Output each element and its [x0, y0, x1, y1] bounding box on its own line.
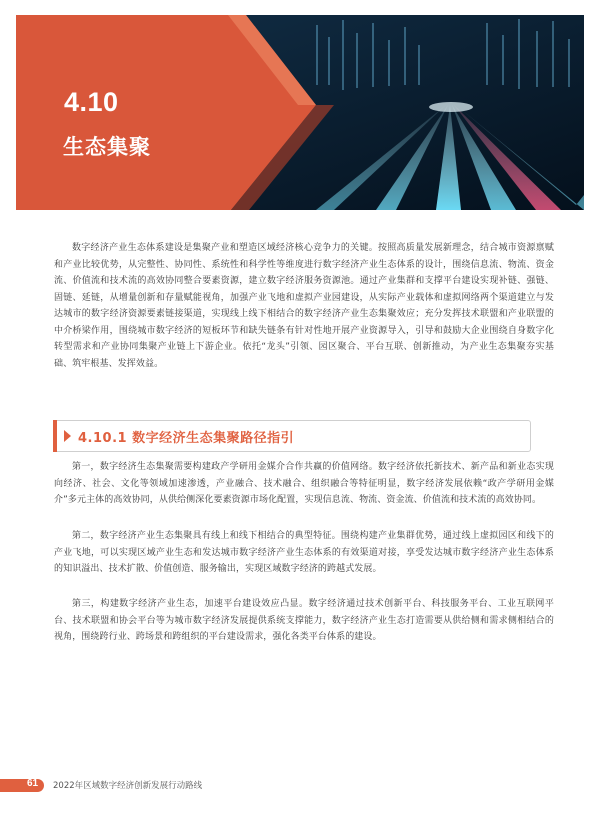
- subsection-title: 4.10.1 数字经济生态集聚路径指引: [78, 431, 295, 446]
- subsection-heading: [53, 420, 531, 452]
- triangle-marker-icon: [64, 430, 71, 442]
- section-number: 4.10: [64, 87, 119, 117]
- heading-accent-bar: [53, 420, 57, 452]
- intro-paragraph: 数字经济产业生态体系建设是集聚产业和塑造区域经济核心竞争力的关键。按照高质量发展新理念，结合城市资源禀赋和产业比较优势，从完整性、协同性、系统性和科学性等维度进行数字经济产业生态体系的设计，围绕信息流、物流、资金流、价值流和技术流的高效协同整合要素资源，建立数字经济服务资源池。通过产业集群和支撑平台建设实现补链、强链、固链、延链，从增量创新和存量赋能视角，加强产业飞地和虚拟产业园建设，从实际产业载体和虚拟网络两个渠道建立与发达城市的数字经济资源要素链接渠道，实现线上线下相结合的数字经济产业生态集聚效应；充分发挥技术联盟和产业联盟的中介桥梁作用，围绕城市数字经济的短板环节和缺失链条有针对性地开展产业资源导入，引导和鼓励大企业围绕自身数字化转型需求和产业协同集聚产业链上下游企业。依托“龙头”引领、园区聚合、平台互联、创新推动，为产业生态集聚夯实基础、筑牢根基、发挥效益。: [54, 243, 554, 369]
- body-paragraph-1: 第一，数字经济生态集聚需要构建政产学研用金媒介合作共赢的价值网络。数字经济依托新技术、新产品和新业态实现向经济、社会、文化等领域加速渗透，产业融合、技术融合、组织融合等特征明显，数字经济发展依赖“政产学研用金媒介”多元主体的高效协同，从供给侧深化要素资源市场化配置，实现信息流、物流、资金流、价值流和技术流的高效协同。: [54, 462, 554, 505]
- body-paragraph-2: 第二，数字经济产业生态集聚具有线上和线下相结合的典型特征。围绕构建产业集群优势，通过线上虚拟园区和线下的产业飞地，可以实现区域产业生态和发达城市数字经济产业生态体系的有效渠道对接，享受发达城市数字经济产业生态体系的知识溢出、技术扩散、价值创造、服务输出，实现区域数字经济的跨越式发展。: [54, 531, 554, 574]
- page-number: 61: [27, 778, 39, 789]
- section-title: 生态集聚: [63, 135, 151, 159]
- body-paragraph-3: 第三，构建数字经济产业生态，加速平台建设效应凸显。数字经济通过技术创新平台、科技服务平台、工业互联网平台、技术联盟和协会平台等为城市数字经济发展提供系统支撑能力，数字经济产业生态打造需要从供给侧和需求侧相结合的视角，围绕跨行业、跨场景和跨组织的平台建设需求，强化各类平台体系的建设。: [54, 599, 554, 642]
- running-footer: 2022年区域数字经济创新发展行动路线: [53, 781, 203, 791]
- header-banner: [16, 15, 584, 210]
